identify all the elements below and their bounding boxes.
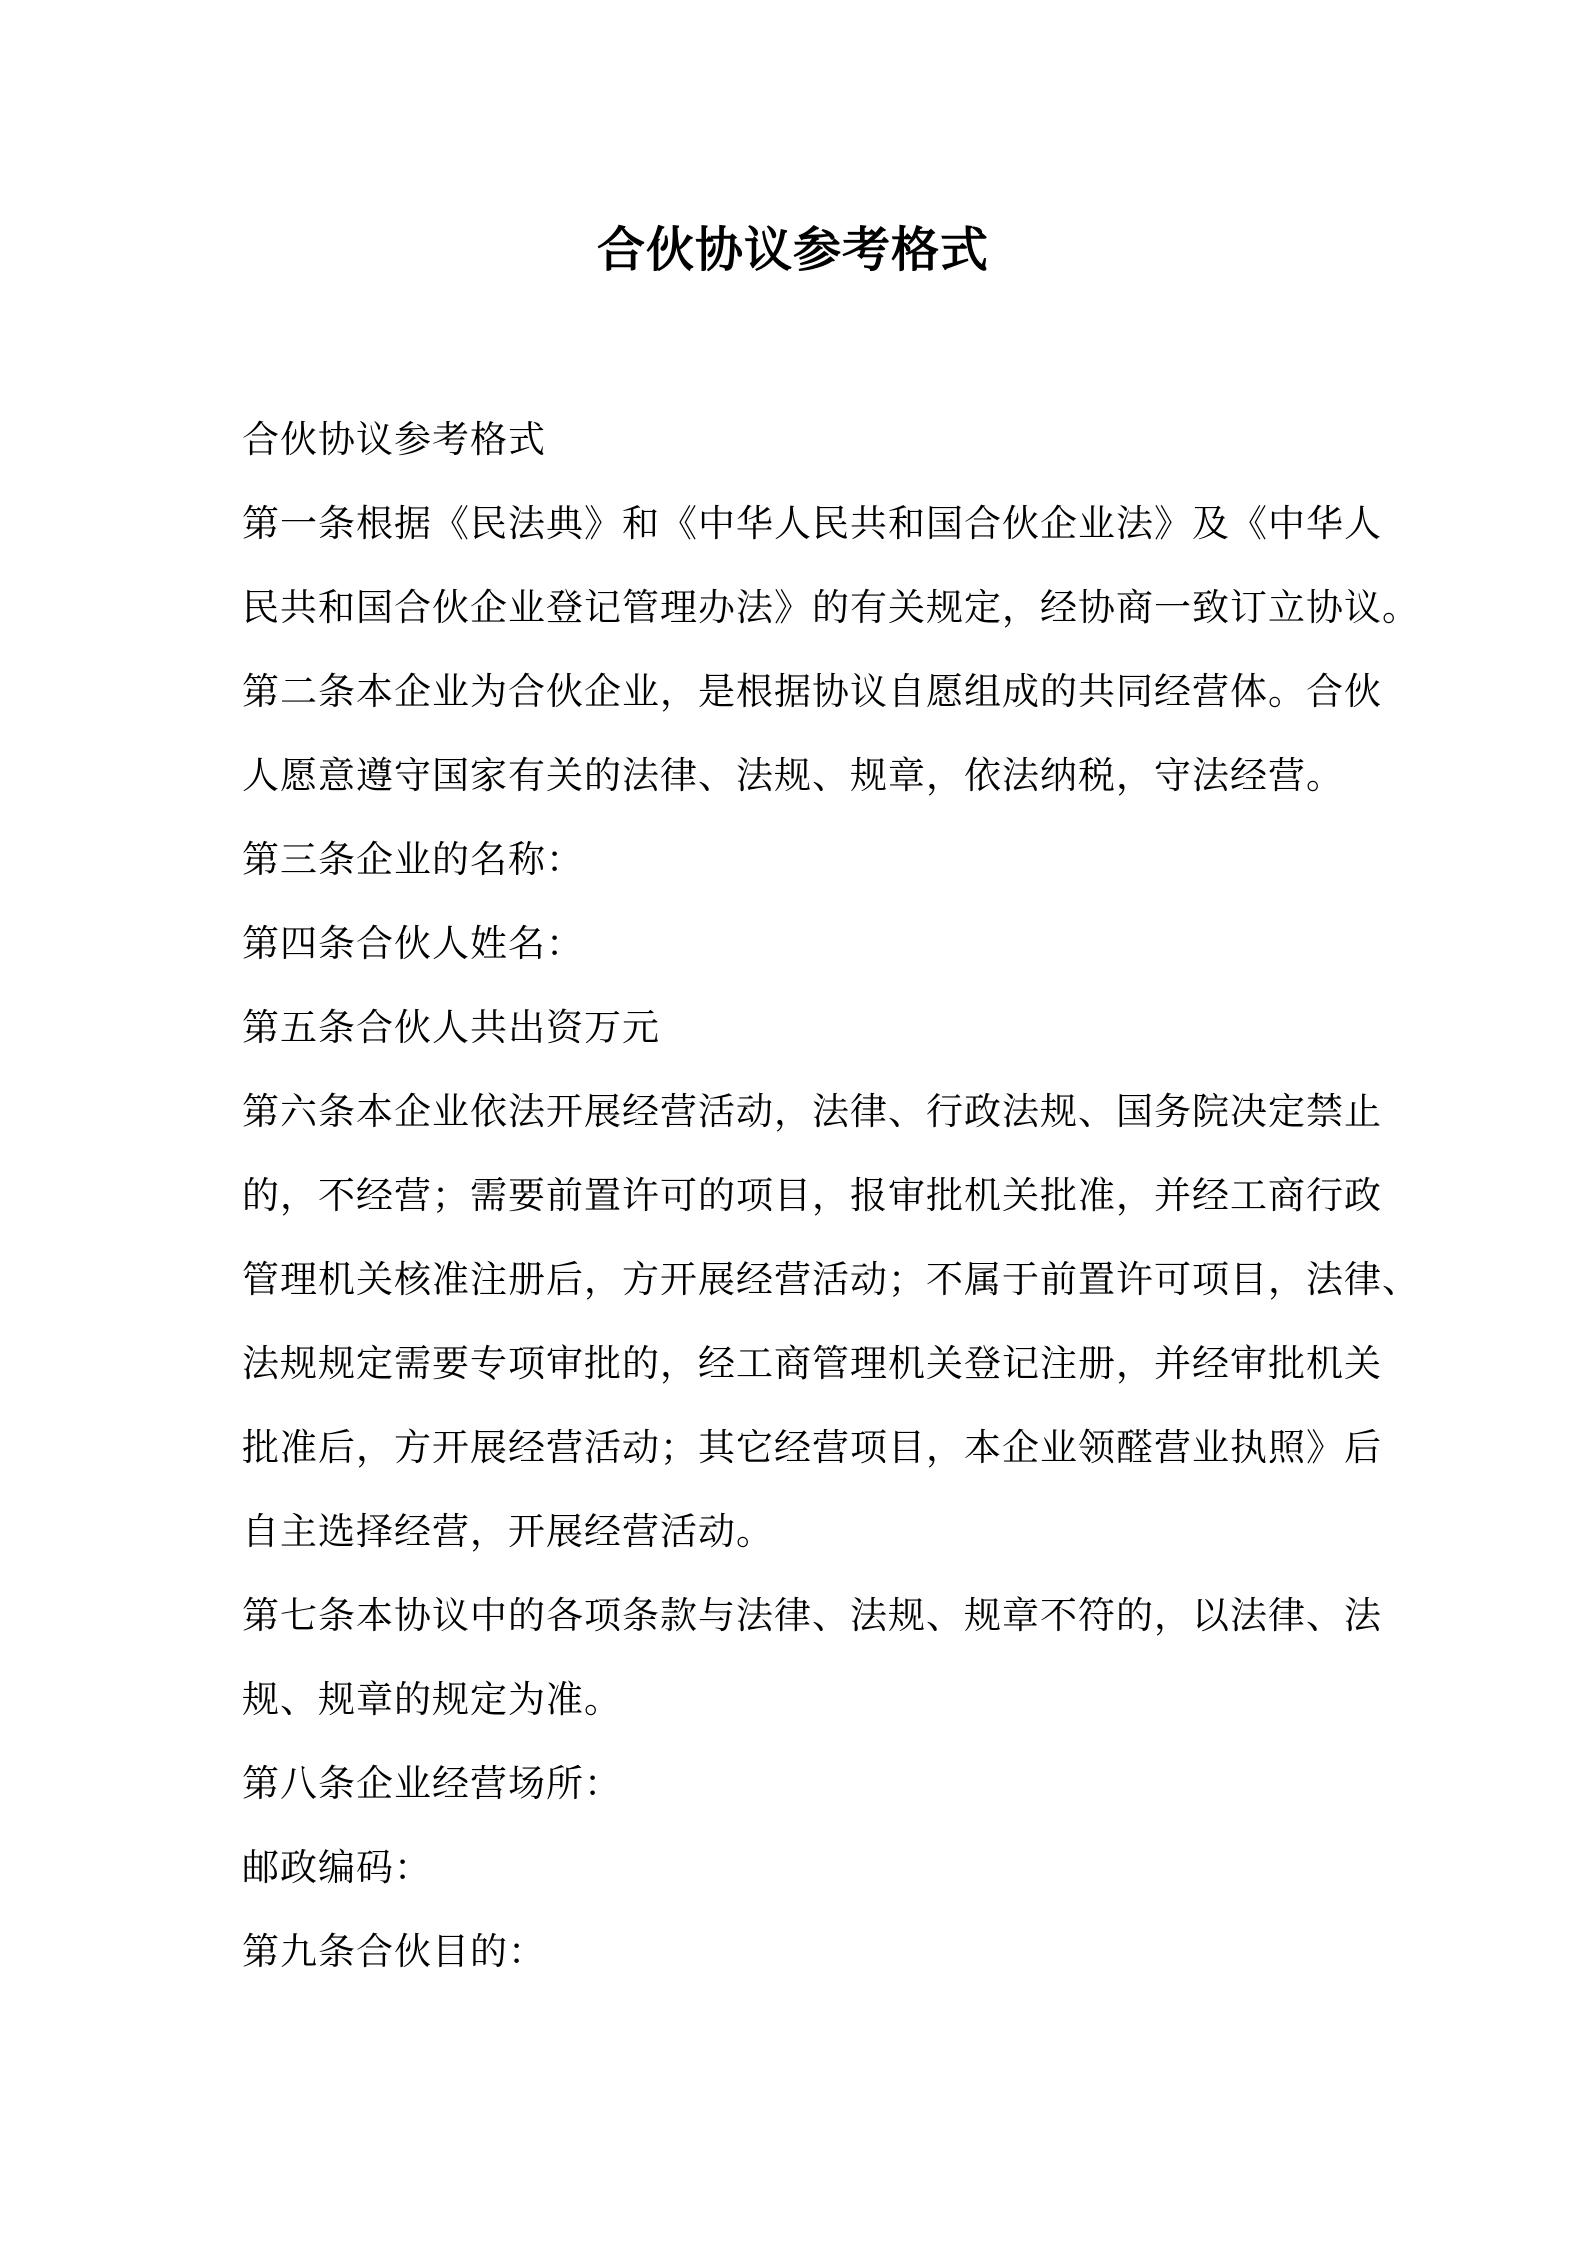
article-6	[242, 1070, 1420, 1574]
paragraph-line: 合伙协议参考格式	[242, 418, 546, 461]
article-4	[242, 902, 1352, 986]
paragraph-line: 第三条企业的名称：	[242, 838, 584, 881]
paragraph-line: 批准后，方开展经营活动；其它经营项目，本企业领醛营业执照》后	[242, 1426, 1382, 1469]
article-1	[242, 482, 1420, 650]
paragraph-line: 第六条本企业依法开展经营活动，法律、行政法规、国务院决定禁止	[242, 1090, 1382, 1133]
paragraph-line: 人愿意遵守国家有关的法律、法规、规章，依法纳税，守法经营。	[242, 754, 1344, 797]
article-5	[242, 986, 1352, 1070]
article-2	[242, 650, 1382, 818]
paragraph-line: 民共和国合伙企业登记管理办法》的有关规定，经协商一致订立协议。	[242, 586, 1420, 629]
paragraph-line: 第九条合伙目的：	[242, 1930, 546, 1973]
article-9	[242, 1910, 1352, 1994]
paragraph-line: 第七条本协议中的各项条款与法律、法规、规章不符的，以法律、法	[242, 1594, 1382, 1637]
article-7	[242, 1574, 1382, 1742]
paragraph-line: 管理机关核准注册后，方开展经营活动；不属于前置许可项目，法律、	[242, 1258, 1420, 1301]
paragraph-line: 第二条本企业为合伙企业，是根据协议自愿组成的共同经营体。合伙	[242, 670, 1382, 713]
paragraph-heading	[242, 398, 1352, 482]
article-3	[242, 818, 1352, 902]
paragraph-line: 的，不经营；需要前置许可的项目，报审批机关批准，并经工商行政	[242, 1174, 1382, 1217]
paragraph-line: 第八条企业经营场所：	[242, 1762, 622, 1805]
paragraph-line: 第四条合伙人姓名：	[242, 922, 584, 965]
paragraph-line: 第五条合伙人共出资万元	[242, 1006, 660, 1049]
paragraph-line: 第一条根据《民法典》和《中华人民共和国合伙企业法》及《中华人	[242, 502, 1382, 545]
postal-code	[242, 1826, 1352, 1910]
article-8	[242, 1742, 1352, 1826]
paragraph-line: 邮政编码：	[242, 1846, 432, 1889]
paragraph-line: 自主选择经营，开展经营活动。	[242, 1510, 774, 1553]
paragraph-line: 法规规定需要专项审批的，经工商管理机关登记注册，并经审批机关	[242, 1342, 1382, 1385]
document-title: 合伙协议参考格式	[596, 222, 989, 278]
document-body	[242, 398, 1420, 1994]
paragraph-line: 规、规章的规定为准。	[242, 1678, 622, 1721]
